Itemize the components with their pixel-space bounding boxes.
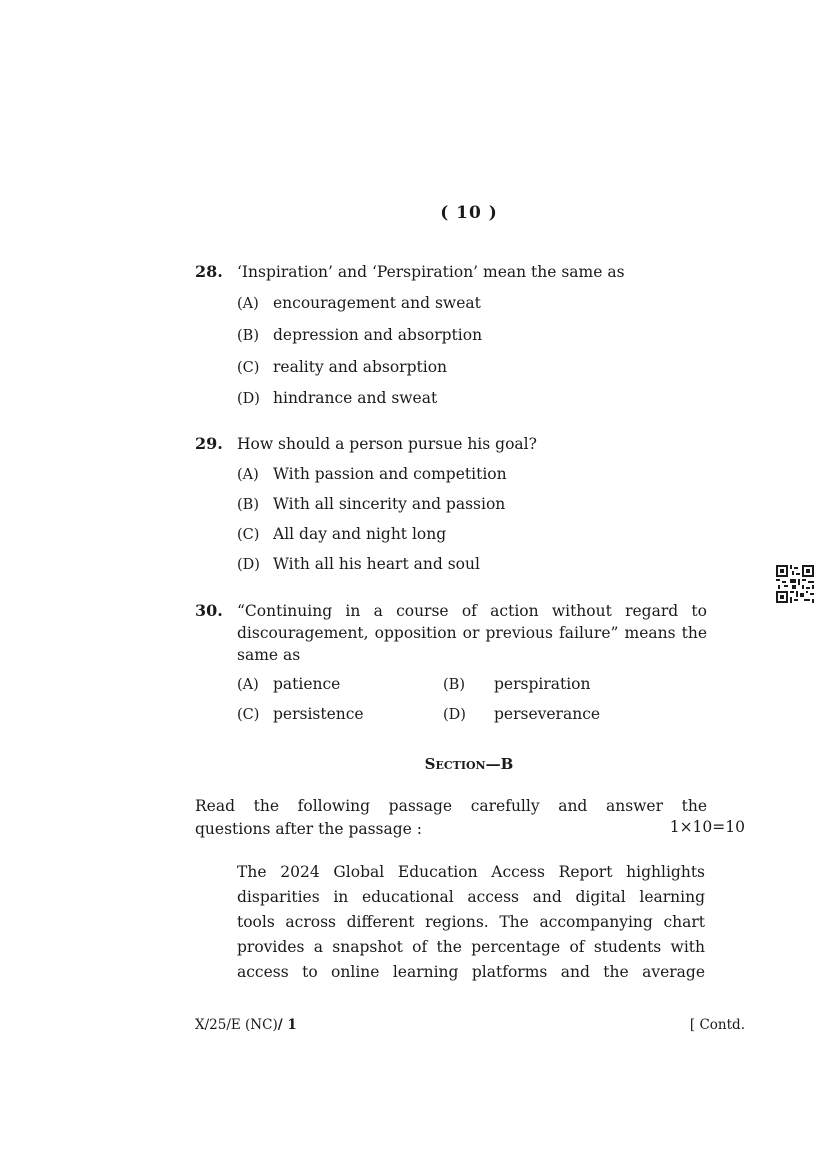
option-text: depression and absorption [273,326,483,344]
option-30-a [237,675,340,693]
passage-line: tools across different regions. The accompanying chart [237,913,705,931]
option-29-d [237,555,480,573]
option-label: (B) [237,328,259,344]
option-label: (A) [237,467,259,483]
option-label: (C) [237,527,260,543]
question-28 [195,261,707,283]
question-30 [195,600,707,666]
contd-label: [ Contd. [689,1017,745,1033]
question-number: 28. [195,262,223,281]
passage-line: access to online learning platforms and the average [237,963,705,981]
question-number: 29. [195,434,223,453]
section-suffix: —B [485,755,514,773]
option-label: (C) [237,360,260,376]
option-label: (C) [237,707,260,723]
section-heading [0,755,827,773]
option-label: (D) [237,391,260,407]
qr-code-icon [776,565,814,603]
option-30-b [443,675,591,693]
question-29 [195,433,707,455]
option-label: (B) [237,497,259,513]
option-30-d [443,705,600,723]
option-28-d [237,389,437,407]
marks: 1×10=10 [669,818,745,836]
paper-code-text: X/25/E (NC) [195,1017,278,1033]
instruction-line-1: Read the following passage carefully and answer the [195,797,707,815]
option-label: (B) [443,677,465,693]
passage-line: provides a snapshot of the percentage of students with [237,938,705,956]
option-text: With passion and competition [273,465,507,483]
option-28-a [237,294,481,312]
page-number: ( 10 ) [440,203,498,223]
passage [237,860,705,985]
option-label: (D) [237,557,260,573]
paper-set: / 1 [277,1017,297,1033]
option-text: encouragement and sweat [273,294,481,312]
question-stem: “Continuing in a course of action without regard to discouragement, opposition or previous failure” means the same as [237,602,707,664]
option-text: With all his heart and soul [273,555,480,573]
paper-code [195,1017,297,1033]
option-28-c [237,358,447,376]
question-number: 30. [195,601,223,620]
option-text: reality and absorption [273,358,448,376]
option-29-b [237,495,505,513]
option-30-c [237,705,364,723]
option-text: patience [273,675,341,693]
option-29-c [237,525,446,543]
instruction [195,795,707,841]
option-label: (D) [443,707,466,723]
section-name: Section [424,755,486,773]
passage-line: disparities in educational access and digital learning [237,888,705,906]
question-stem: ‘Inspiration’ and ‘Perspiration’ mean the same as [237,263,625,281]
option-29-a [237,465,507,483]
question-stem: How should a person pursue his goal? [237,435,537,453]
option-text: perseverance [494,705,601,723]
passage-line: The 2024 Global Education Access Report highlights [237,863,705,881]
option-text: persistence [273,705,364,723]
instruction-line-2: questions after the passage : [195,820,422,838]
option-label: (A) [237,677,259,693]
option-text: hindrance and sweat [273,389,438,407]
option-text: With all sincerity and passion [273,495,506,513]
option-text: perspiration [494,675,591,693]
option-28-b [237,326,482,344]
option-text: All day and night long [273,525,447,543]
option-label: (A) [237,296,259,312]
